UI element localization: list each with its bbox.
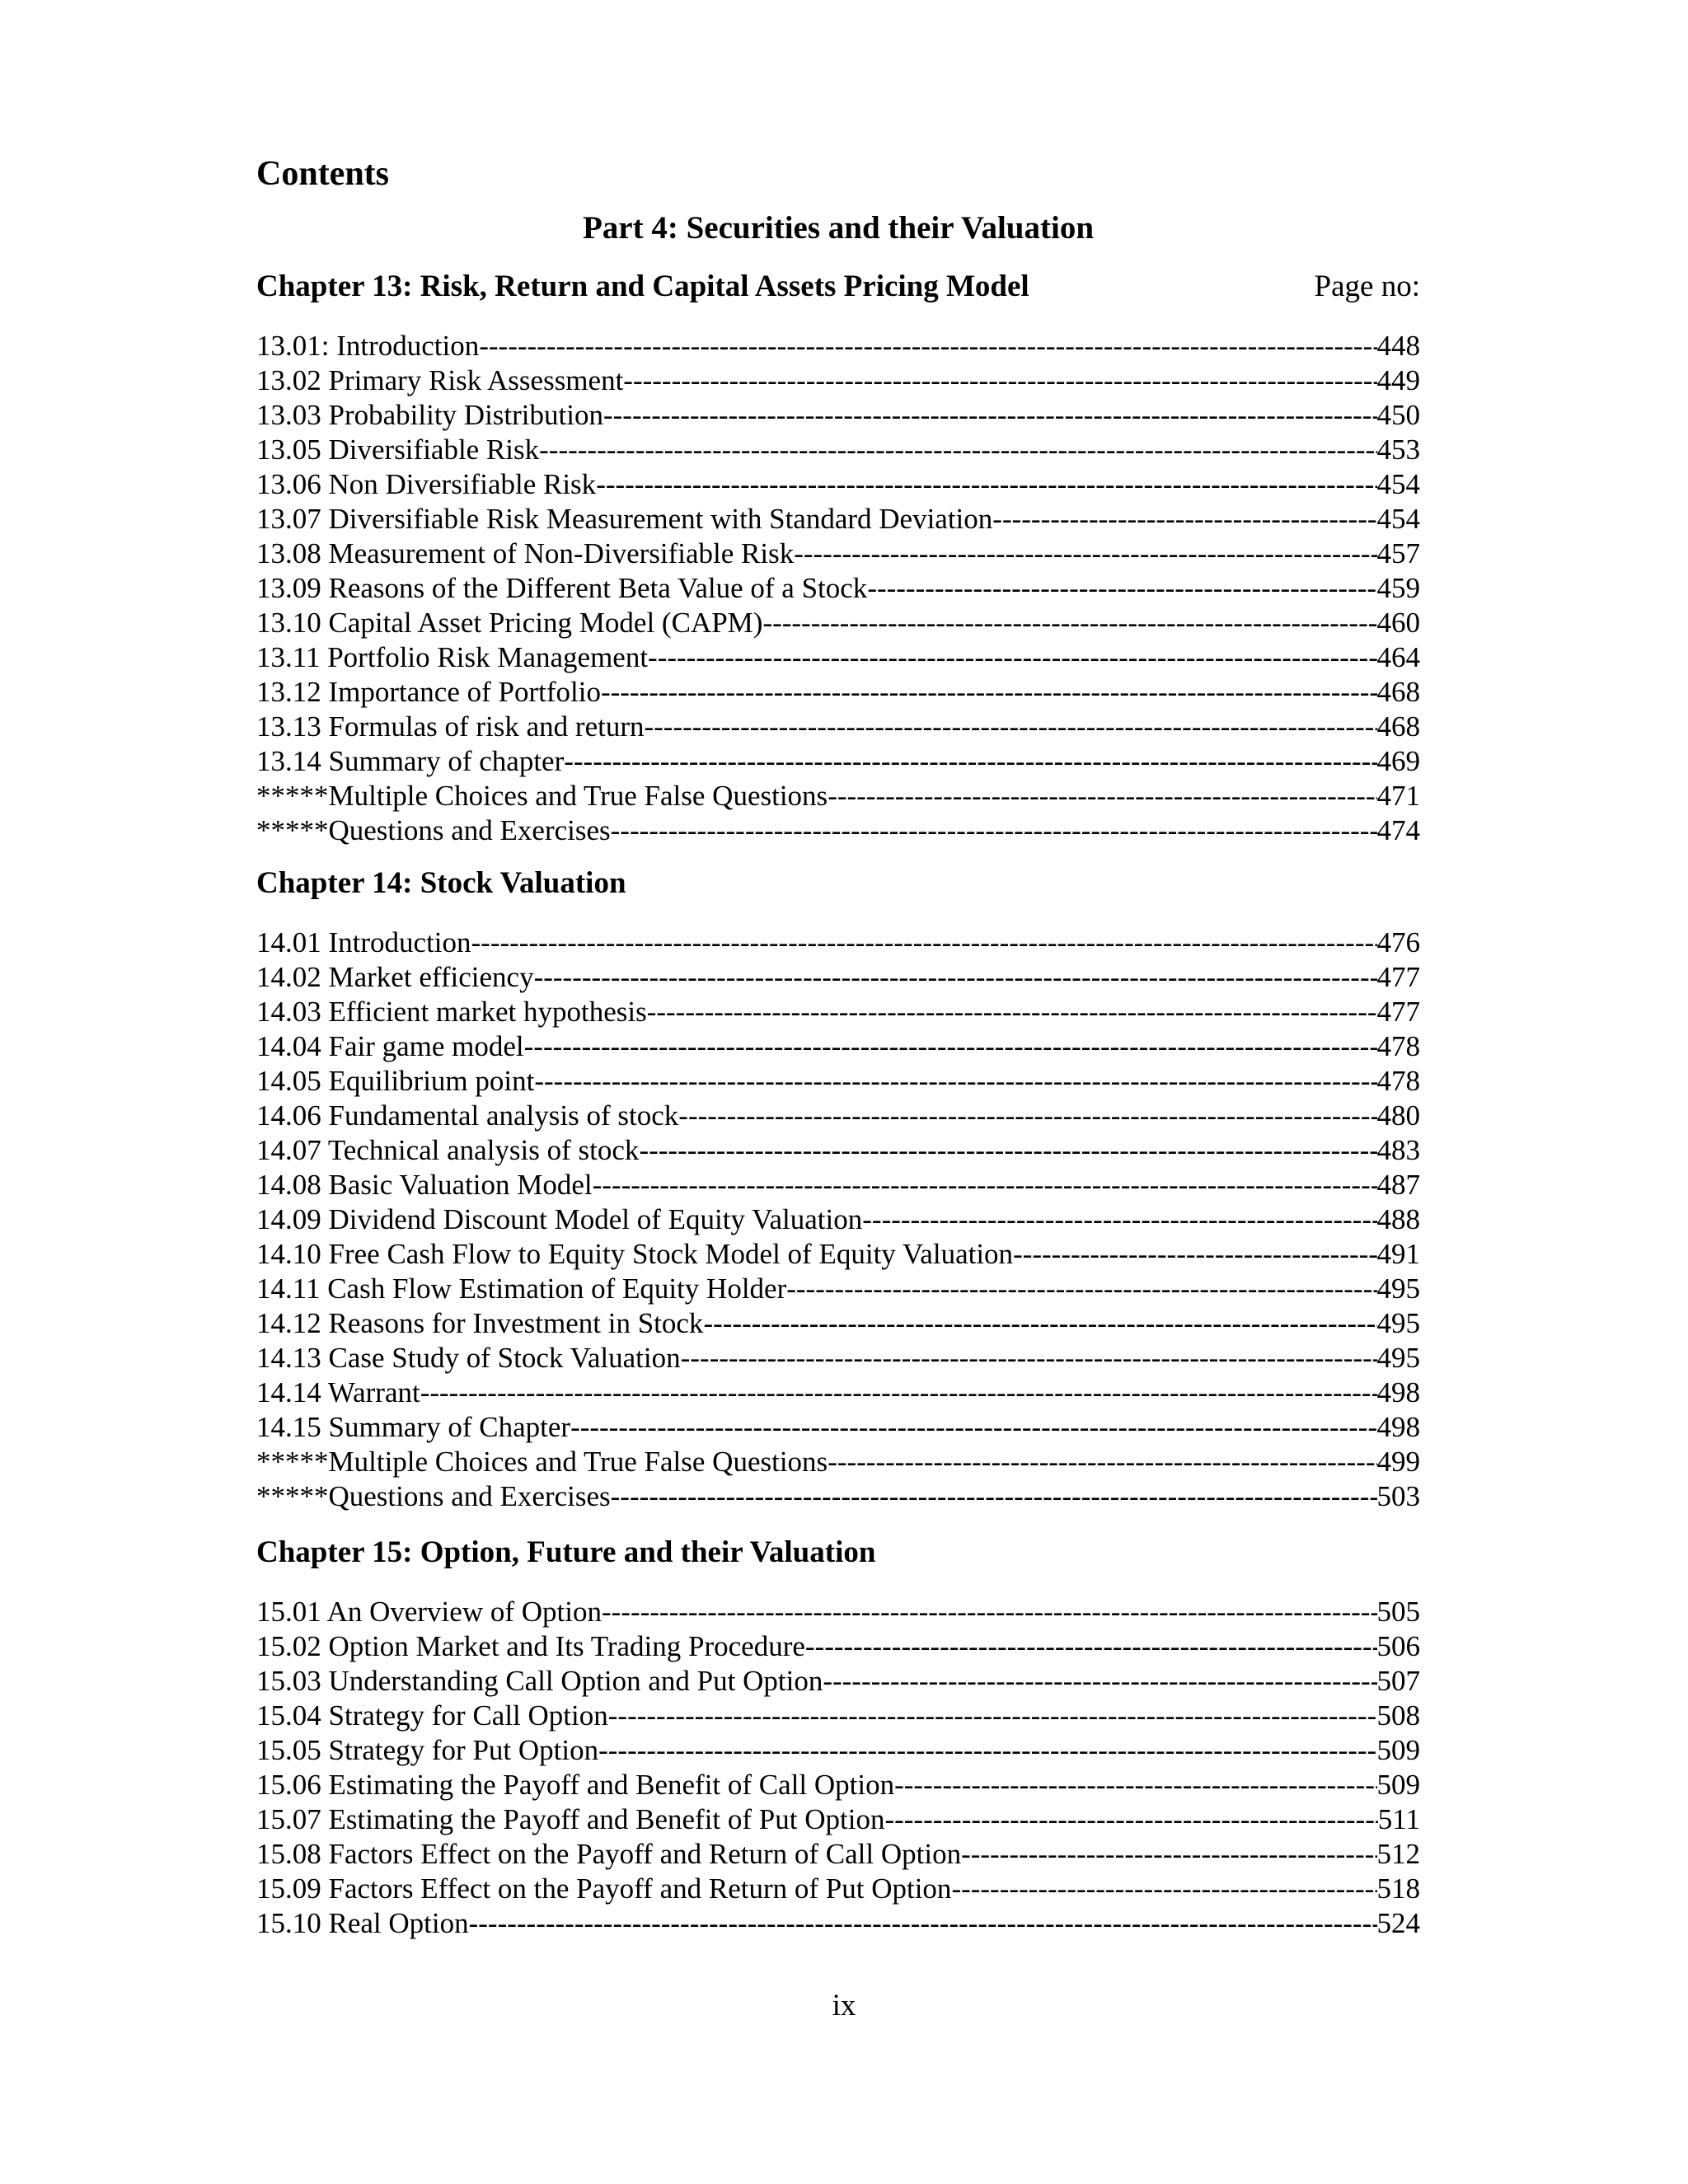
dot-leader bbox=[894, 1768, 1376, 1802]
toc-entry[interactable] bbox=[256, 1664, 1420, 1699]
entry-page-number: 474 bbox=[1376, 814, 1420, 846]
entry-page-number: 495 bbox=[1376, 1307, 1420, 1339]
dot-leader bbox=[794, 537, 1376, 571]
entry-page-number: 503 bbox=[1376, 1480, 1420, 1512]
entry-page-number: 524 bbox=[1376, 1907, 1420, 1939]
chapter-14-entries bbox=[256, 926, 1420, 1514]
entry-page-number: 459 bbox=[1376, 572, 1420, 604]
entry-page-number: 511 bbox=[1377, 1803, 1420, 1835]
entry-page-number: 498 bbox=[1376, 1376, 1420, 1408]
toc-entry[interactable] bbox=[256, 1699, 1420, 1733]
toc-entry[interactable] bbox=[256, 1629, 1420, 1664]
entry-page-number: 478 bbox=[1376, 1065, 1420, 1097]
entry-title: 14.06 Fundamental analysis of stock bbox=[256, 1099, 679, 1132]
entry-title: 14.01 Introduction bbox=[256, 926, 471, 958]
entry-page-number: 508 bbox=[1376, 1699, 1420, 1732]
dot-leader bbox=[570, 1410, 1376, 1445]
entry-title: 13.14 Summary of chapter bbox=[256, 745, 565, 777]
dot-leader bbox=[639, 1133, 1376, 1168]
entry-title: 13.07 Diversifiable Risk Measurement with Standard Deviation bbox=[256, 503, 993, 535]
dot-leader bbox=[534, 960, 1377, 995]
dot-leader bbox=[867, 571, 1376, 606]
entry-title: *****Questions and Exercises bbox=[256, 1480, 611, 1512]
entry-title: 13.01: Introduction bbox=[256, 330, 480, 362]
dot-leader bbox=[524, 1029, 1377, 1064]
dot-leader bbox=[479, 329, 1376, 363]
toc-entry[interactable] bbox=[256, 1410, 1420, 1445]
toc-entry[interactable] bbox=[256, 640, 1420, 675]
entry-title: 15.05 Strategy for Put Option bbox=[256, 1734, 599, 1766]
entry-page-number: 491 bbox=[1376, 1238, 1420, 1270]
dot-leader bbox=[862, 1202, 1376, 1237]
entry-page-number: 507 bbox=[1376, 1665, 1420, 1697]
entry-page-number: 454 bbox=[1376, 468, 1420, 500]
toc-entry[interactable] bbox=[256, 1376, 1420, 1410]
entry-title: 15.04 Strategy for Call Option bbox=[256, 1699, 608, 1732]
toc-entry[interactable] bbox=[256, 995, 1420, 1029]
entry-title: 13.06 Non Diversifiable Risk bbox=[256, 468, 597, 500]
entry-title: 15.06 Estimating the Payoff and Benefit of Call Option bbox=[256, 1769, 895, 1801]
toc-entry[interactable] bbox=[256, 1202, 1420, 1237]
toc-entry[interactable] bbox=[256, 813, 1420, 848]
page-no-label: Page no: bbox=[1314, 269, 1420, 303]
toc-entry[interactable] bbox=[256, 537, 1420, 571]
chapter-13-section bbox=[256, 268, 1420, 848]
chapter-15-entries bbox=[256, 1595, 1420, 1941]
dot-leader bbox=[805, 1629, 1377, 1664]
entry-title: 14.02 Market efficiency bbox=[256, 961, 534, 993]
entry-page-number: 499 bbox=[1376, 1446, 1420, 1478]
entry-page-number: 498 bbox=[1376, 1411, 1420, 1443]
dot-leader bbox=[992, 502, 1376, 537]
entry-page-number: 488 bbox=[1376, 1203, 1420, 1235]
entry-title: 15.01 An Overview of Option bbox=[256, 1596, 602, 1628]
toc-entry[interactable] bbox=[256, 779, 1420, 813]
toc-entry[interactable] bbox=[256, 1168, 1420, 1202]
dot-leader bbox=[951, 1872, 1376, 1906]
entry-title: 14.14 Warrant bbox=[256, 1376, 420, 1408]
chapter-15-header bbox=[256, 1534, 1420, 1572]
dot-leader bbox=[539, 433, 1376, 467]
dot-leader bbox=[593, 1168, 1377, 1202]
dot-leader bbox=[611, 1479, 1377, 1514]
entry-page-number: 518 bbox=[1376, 1872, 1420, 1905]
entry-title: 15.07 Estimating the Payoff and Benefit of Put Option bbox=[256, 1803, 885, 1835]
entry-page-number: 450 bbox=[1376, 399, 1420, 431]
dot-leader bbox=[884, 1802, 1377, 1837]
chapter-title: Chapter 13: Risk, Return and Capital Assets Pricing Model bbox=[256, 269, 1029, 303]
contents-title: Contents bbox=[256, 155, 390, 193]
dot-leader bbox=[828, 779, 1376, 813]
entry-page-number: 512 bbox=[1376, 1838, 1420, 1870]
toc-entry[interactable] bbox=[256, 398, 1420, 433]
dot-leader bbox=[598, 1733, 1376, 1768]
toc-entry[interactable] bbox=[256, 467, 1420, 502]
toc-entry[interactable] bbox=[256, 1595, 1420, 1629]
entry-title: 14.13 Case Study of Stock Valuation bbox=[256, 1342, 681, 1374]
chapter-14-section bbox=[256, 865, 1420, 1514]
entry-page-number: 448 bbox=[1376, 330, 1420, 362]
entry-page-number: 460 bbox=[1376, 607, 1420, 639]
entry-title: *****Multiple Choices and True False Questions bbox=[256, 780, 828, 812]
toc-entry[interactable] bbox=[256, 960, 1420, 995]
dot-leader bbox=[644, 710, 1376, 744]
entry-title: 15.09 Factors Effect on the Payoff and Return of Put Option bbox=[256, 1872, 952, 1905]
toc-entry[interactable] bbox=[256, 926, 1420, 960]
chapter-title: Chapter 15: Option, Future and their Valuation bbox=[256, 1535, 876, 1569]
entry-page-number: 469 bbox=[1376, 745, 1420, 777]
entry-page-number: 464 bbox=[1376, 641, 1420, 673]
chapter-title: Chapter 14: Stock Valuation bbox=[256, 866, 626, 900]
entry-page-number: 505 bbox=[1376, 1596, 1420, 1628]
entry-title: 14.08 Basic Valuation Model bbox=[256, 1169, 593, 1201]
entry-page-number: 483 bbox=[1376, 1134, 1420, 1166]
toc-entry[interactable] bbox=[256, 1237, 1420, 1272]
dot-leader bbox=[534, 1064, 1376, 1099]
dot-leader bbox=[608, 1699, 1377, 1733]
entry-title: 13.13 Formulas of risk and return bbox=[256, 710, 645, 743]
toc-entry[interactable] bbox=[256, 675, 1420, 710]
toc-entry[interactable] bbox=[256, 1341, 1420, 1376]
entry-title: 14.12 Reasons for Investment in Stock bbox=[256, 1307, 704, 1339]
page-number: ix bbox=[832, 1989, 856, 2022]
dot-leader bbox=[564, 744, 1376, 779]
dot-leader bbox=[623, 363, 1376, 398]
entry-title: 15.10 Real Option bbox=[256, 1907, 469, 1939]
entry-title: 13.10 Capital Asset Pricing Model (CAPM) bbox=[256, 607, 763, 639]
chapter-15-section bbox=[256, 1534, 1420, 1941]
entry-page-number: 471 bbox=[1376, 780, 1420, 812]
entry-title: 15.08 Factors Effect on the Payoff and Return of Call Option bbox=[256, 1838, 962, 1870]
entry-page-number: 477 bbox=[1376, 996, 1420, 1028]
entry-page-number: 476 bbox=[1376, 926, 1420, 958]
dot-leader bbox=[762, 606, 1376, 640]
entry-title: 13.12 Importance of Portfolio bbox=[256, 676, 601, 708]
dot-leader bbox=[828, 1445, 1376, 1479]
entry-page-number: 480 bbox=[1376, 1099, 1420, 1132]
toc-entry[interactable] bbox=[256, 710, 1420, 744]
entry-page-number: 457 bbox=[1376, 537, 1420, 569]
part-title: Part 4: Securities and their Valuation bbox=[582, 210, 1095, 246]
dot-leader bbox=[786, 1272, 1376, 1306]
entry-page-number: 495 bbox=[1376, 1272, 1420, 1305]
entry-title: 15.03 Understanding Call Option and Put Option bbox=[256, 1665, 823, 1697]
entry-page-number: 468 bbox=[1376, 710, 1420, 743]
chapter-13-header bbox=[256, 268, 1420, 306]
entry-title: 14.07 Technical analysis of stock bbox=[256, 1134, 640, 1166]
entry-page-number: 509 bbox=[1376, 1769, 1420, 1801]
entry-title: 13.02 Primary Risk Assessment bbox=[256, 364, 624, 396]
toc-entry[interactable] bbox=[256, 744, 1420, 779]
dot-leader bbox=[601, 675, 1377, 710]
toc-entry[interactable] bbox=[256, 1906, 1420, 1941]
toc-entry[interactable] bbox=[256, 1064, 1420, 1099]
entry-title: 14.05 Equilibrium point bbox=[256, 1065, 535, 1097]
toc-entry[interactable] bbox=[256, 329, 1420, 363]
dot-leader bbox=[471, 926, 1377, 960]
entry-title: 14.04 Fair game model bbox=[256, 1030, 524, 1062]
entry-page-number: 468 bbox=[1376, 676, 1420, 708]
entry-title: *****Multiple Choices and True False Questions bbox=[256, 1446, 828, 1478]
entry-page-number: 509 bbox=[1376, 1734, 1420, 1766]
entry-title: 14.10 Free Cash Flow to Equity Stock Model of Equity Valuation bbox=[256, 1238, 1014, 1270]
toc-entry[interactable] bbox=[256, 571, 1420, 606]
entry-title: 13.11 Portfolio Risk Management bbox=[256, 641, 649, 673]
entry-page-number: 478 bbox=[1376, 1030, 1420, 1062]
dot-leader bbox=[678, 1099, 1376, 1133]
entry-page-number: 449 bbox=[1376, 364, 1420, 396]
entry-title: 14.11 Cash Flow Estimation of Equity Holder bbox=[256, 1272, 787, 1305]
entry-page-number: 506 bbox=[1376, 1630, 1420, 1662]
toc-entry[interactable] bbox=[256, 1802, 1420, 1837]
toc-entry[interactable] bbox=[256, 433, 1420, 467]
entry-page-number: 453 bbox=[1376, 434, 1420, 466]
toc-entry[interactable] bbox=[256, 1272, 1420, 1306]
entry-page-number: 487 bbox=[1376, 1169, 1420, 1201]
toc-entry[interactable] bbox=[256, 502, 1420, 537]
dot-leader bbox=[602, 1595, 1377, 1629]
toc-entry[interactable] bbox=[256, 1768, 1420, 1802]
entry-title: 13.09 Reasons of the Different Beta Value of a Stock bbox=[256, 572, 868, 604]
toc-entry[interactable] bbox=[256, 1837, 1420, 1872]
entry-title: 13.03 Probability Distribution bbox=[256, 399, 603, 431]
dot-leader bbox=[961, 1837, 1376, 1872]
entry-title: 15.02 Option Market and Its Trading Procedure bbox=[256, 1630, 805, 1662]
toc-entry[interactable] bbox=[256, 606, 1420, 640]
chapter-13-entries bbox=[256, 329, 1420, 848]
toc-entry[interactable] bbox=[256, 1306, 1420, 1341]
dot-leader bbox=[647, 995, 1377, 1029]
toc-entry[interactable] bbox=[256, 1445, 1420, 1479]
dot-leader bbox=[648, 640, 1376, 675]
dot-leader bbox=[681, 1341, 1377, 1376]
entry-title: 14.15 Summary of Chapter bbox=[256, 1411, 571, 1443]
contents-page bbox=[256, 153, 1420, 1941]
dot-leader bbox=[823, 1664, 1376, 1699]
dot-leader bbox=[703, 1306, 1376, 1341]
toc-entry[interactable] bbox=[256, 1099, 1420, 1133]
dot-leader bbox=[603, 398, 1377, 433]
toc-entry[interactable] bbox=[256, 1479, 1420, 1514]
toc-entry[interactable] bbox=[256, 363, 1420, 398]
toc-entry[interactable] bbox=[256, 1133, 1420, 1168]
entry-title: *****Questions and Exercises bbox=[256, 814, 611, 846]
entry-page-number: 495 bbox=[1376, 1342, 1420, 1374]
entry-title: 13.05 Diversifiable Risk bbox=[256, 434, 540, 466]
dot-leader bbox=[611, 813, 1377, 848]
dot-leader bbox=[420, 1376, 1377, 1410]
dot-leader bbox=[1013, 1237, 1376, 1272]
toc-entry[interactable] bbox=[256, 1872, 1420, 1906]
dot-leader bbox=[469, 1906, 1377, 1941]
entry-title: 14.03 Efficient market hypothesis bbox=[256, 996, 647, 1028]
entry-page-number: 454 bbox=[1376, 503, 1420, 535]
toc-entry[interactable] bbox=[256, 1733, 1420, 1768]
chapter-14-header bbox=[256, 865, 1420, 902]
entry-title: 13.08 Measurement of Non-Diversifiable Risk bbox=[256, 537, 795, 569]
dot-leader bbox=[596, 467, 1376, 502]
entry-title: 14.09 Dividend Discount Model of Equity Valuation bbox=[256, 1203, 863, 1235]
entry-page-number: 477 bbox=[1376, 961, 1420, 993]
toc-entry[interactable] bbox=[256, 1029, 1420, 1064]
